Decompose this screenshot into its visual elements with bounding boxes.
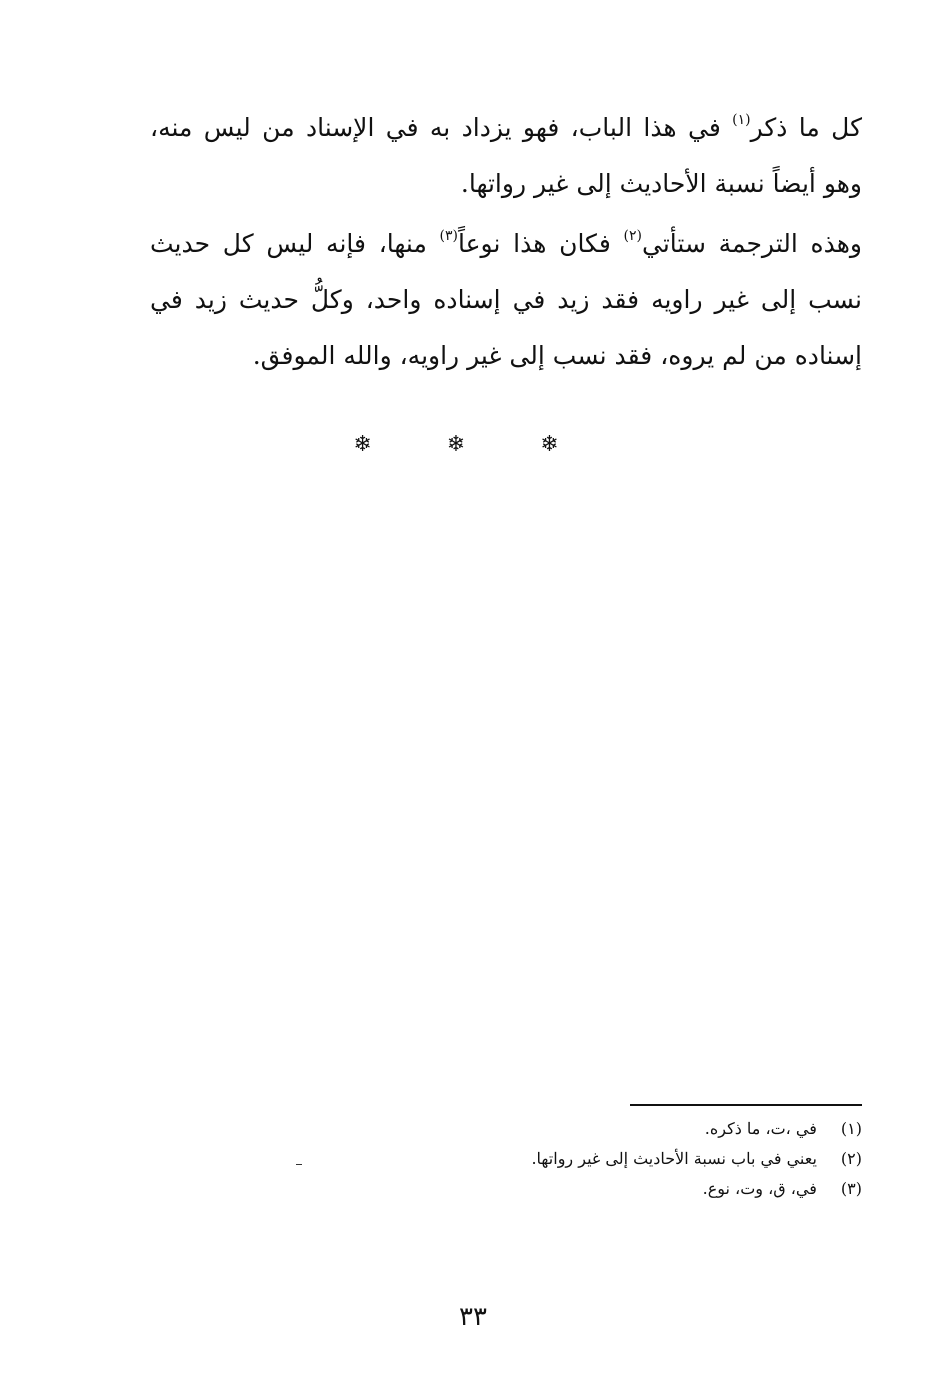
paragraph [150,100,862,212]
footnote [420,1114,862,1144]
footnote-reference: (٣) [439,228,459,244]
paragraph-text: كل ما ذكر [750,113,862,142]
page-number: ٣٣ [459,1302,487,1332]
footnote-text: في ،ت، ما ذكره. [704,1119,817,1138]
footnote-text: يعني في باب نسبة الأحاديث إلى غير رواتها. [531,1149,817,1168]
footnote [420,1144,862,1174]
footnote-text: في، ق، وت، نوع. [702,1179,817,1198]
footnotes [420,1114,862,1204]
paragraph [150,216,862,384]
footnote-separator [630,1104,862,1106]
footnote-number: (١) [840,1119,862,1138]
footnote-number: (٢) [840,1149,862,1168]
main-text [150,100,862,384]
footnote-number: (٣) [840,1179,862,1198]
paragraph-text: في هذا الباب، فهو يزداد به في الإسناد من ليس منه، وهو أيضاً نسبة الأحاديث إلى غير رواتها. [150,113,862,198]
footnote-reference: (٢) [623,228,642,244]
stray-mark [296,1164,302,1165]
paragraph-text: فكان هذا نوعاً [458,229,624,258]
paragraph-text: وهذه الترجمة ستأتي [642,229,862,258]
paragraph-text: منها، فإنه ليس كل حديث نسب إلى غير راويه فقد زيد في إسناده واحد، وكلُّ حديث زيد في إسناده من لم يروه، فقد نسب إلى غير راويه، والله الموفق. [150,229,862,370]
section-divider-ornament: ❄ ❄ ❄ [353,432,593,457]
footnote [420,1174,862,1204]
footnote-reference: (١) [732,112,751,128]
